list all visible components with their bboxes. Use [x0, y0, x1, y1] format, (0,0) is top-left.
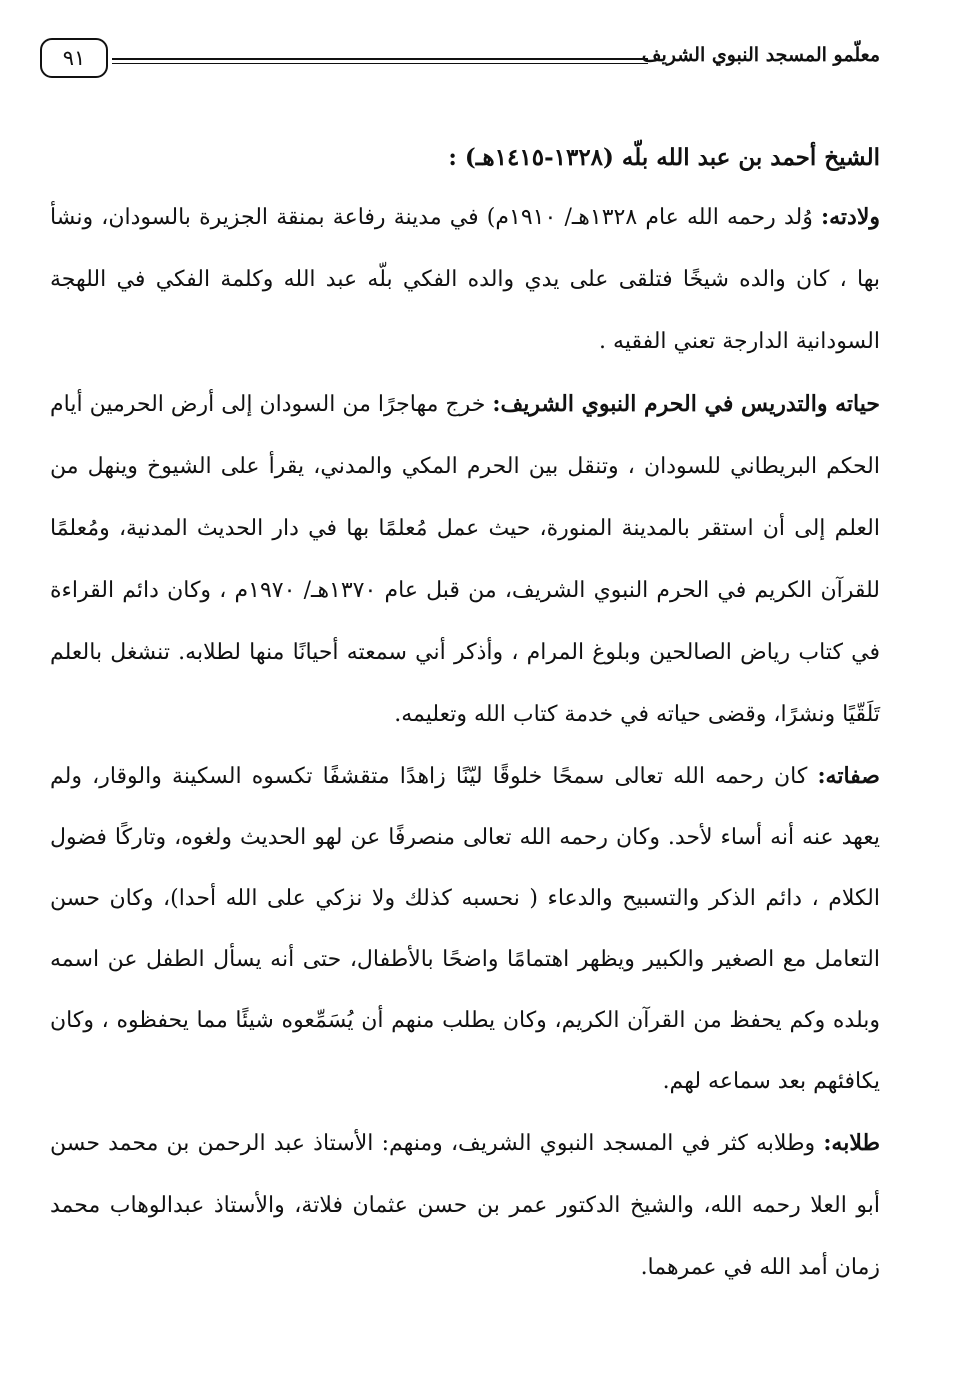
paragraph-text: وطلابه كثر في المسجد النبوي الشريف، ومنهم: الأستاذ عبد الرحمن بن محمد حسن أبو العلا رحمه الله، والشيخ الدكتور عمر بن حسن عثمان فلاتة، والأستاذ عبدالوهاب محمد زمان أمد الله في عمرهما. [50, 1131, 880, 1280]
paragraph-traits [50, 746, 880, 1112]
header-rule [112, 58, 648, 64]
paragraph-lead: صفاته: [817, 763, 880, 789]
paragraph-birth [50, 186, 880, 373]
paragraph-students [50, 1112, 880, 1299]
paragraph-text: خرج مهاجرًا من السودان إلى أرض الحرمين أيام الحكم البريطاني للسودان ، وتنقل بين الحرم المكي والمدني، يقرأ على الشيوخ وينهل من العلم إلى أن استقر بالمدينة المنورة، حيث عمل مُعلمًا بها في دار الحديث المدنية، ومُعلمًا للقرآن الكريم في الحرم النبوي الشريف، من قبل عام ١٣٧٠هـ/ ١٩٧٠م ، وكان دائم القراءة في كتاب رياض الصالحين وبلوغ المرام ، وأذكر أني سمعته أحيانًا منها لطلابه. تنشغل بالعلم تَلَقّيًا ونشرًا، وقضى حياته في خدمة كتاب الله وتعليمه. [50, 392, 880, 727]
biography-heading: الشيخ أحمد بن عبد الله بلّه (١٣٢٨-١٤١٥هـ) : [448, 144, 880, 171]
paragraph-text: وُلد رحمه الله عام ١٣٢٨هـ/ ١٩١٠م) في مدينة رفاعة بمنقة الجزيرة بالسودان، ونشأ بها ، كان والده شيخًا فتلقى على يدي والده الفكي بلّه عبد الله وكلمة الفكي في اللهجة السودانية الدارجة تعني الفقيه . [50, 205, 880, 354]
running-header [40, 36, 880, 86]
paragraph-teaching [50, 373, 880, 746]
running-title: معلّمو المسجد النبوي الشريف [641, 44, 880, 66]
page-number: ٩١ [62, 46, 86, 70]
paragraph-lead: حياته والتدريس في الحرم النبوي الشريف: [492, 391, 881, 417]
paragraph-lead: ولادته: [821, 204, 881, 230]
paragraph-lead: طلابه: [823, 1130, 880, 1156]
page-number-frame [40, 38, 108, 78]
page-body [50, 130, 880, 1299]
paragraph-text: كان رحمه الله تعالى سمحًا خلوقًا ليّنًا زاهدًا متقشفًا تكسوه السكينة والوقار، ولم يعهد عنه أنه أساء لأحد. وكان رحمه الله تعالى منصرفًا عن لهو الحديث ولغوه، وتاركًا فضول الكلام ، دائم الذكر والتسبيح والدعاء ( نحسبه كذلك ولا نزكي على الله أحدا)، وكان حسن التعامل مع الصغير والكبير ويظهر اهتمامًا واضحًا بالأطفال، حتى أنه يسأل الطفل عن اسمه وبلده وكم يحفظ من القرآن الكريم، وكان يطلب منهم أن يُسَمِّعوه شيئًا مما يحفظوه ، وكان يكافئهم بعد سماعه لهم. [50, 764, 880, 1094]
